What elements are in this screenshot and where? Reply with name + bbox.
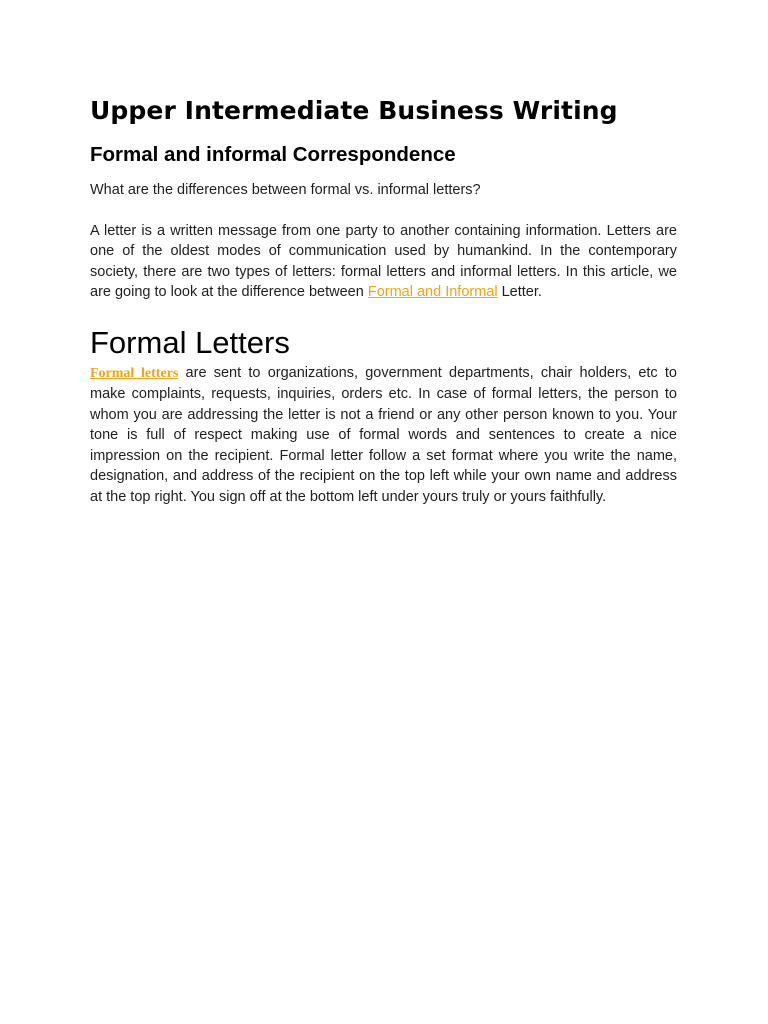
- section-body-text: are sent to organizations, government departments, chair holders, etc to make complaints, requests, inquiries, orders etc. In case of formal letters, the person to whom you are addressing the letter is not a friend or any other person known to you. Your tone is full of respect making use of formal words and sentences to create a nice impression on the recipient. Formal letter follow a set format where you write the name, designation, and address of the recipient on the top left while your own name and address at the top right. You sign off at the bottom left under yours truly or yours faithfully.: [90, 364, 678, 506]
- intro-text-end: Letter.: [497, 284, 542, 300]
- section-heading: Formal Letters: [90, 324, 290, 360]
- formal-letters-link[interactable]: Formal letters: [90, 365, 179, 381]
- document-subtitle: Formal and informal Correspondence: [90, 143, 456, 166]
- intro-paragraph: [90, 221, 677, 303]
- section-paragraph: [90, 363, 677, 508]
- intro-text: A letter is a written message from one party to another containing information. Letters are one of the oldest modes of communication used by humankind. In the contemporary society, there are two types of letters: formal letters and informal letters. In this article, we are going to look at the difference between: [90, 222, 677, 300]
- formal-informal-link[interactable]: Formal and Informal: [367, 284, 498, 300]
- intro-question: What are the differences between formal vs. informal letters?: [90, 182, 481, 198]
- document-page: [90, 94, 677, 508]
- document-title: Upper Intermediate Business Writing: [90, 96, 618, 125]
